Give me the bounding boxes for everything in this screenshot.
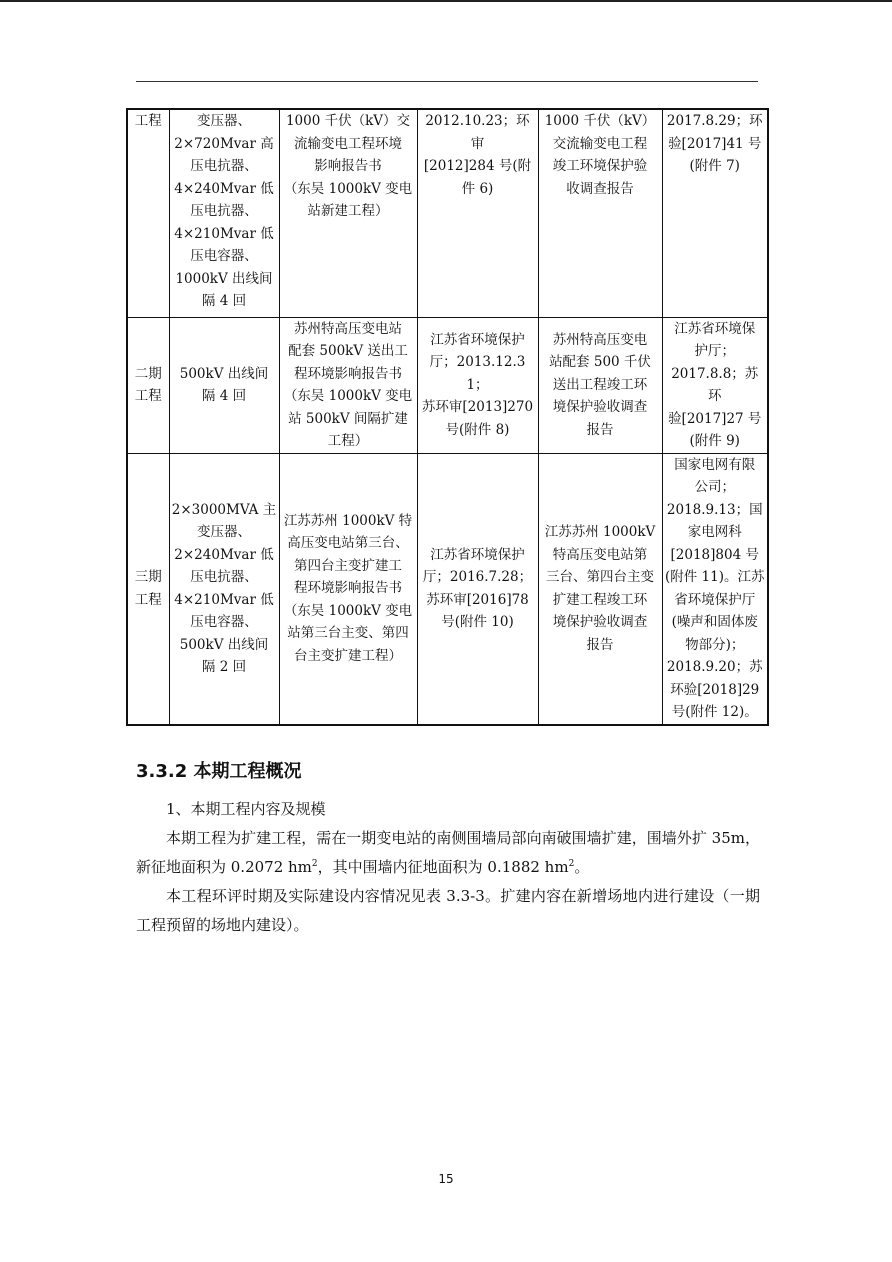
page-top-border — [0, 0, 892, 2]
cell-text-line: 压电容器、 — [190, 248, 258, 264]
cell-text-line: 台主变扩建工程） — [294, 647, 402, 664]
cell-text-line: 收调查报告 — [566, 180, 634, 197]
table-row — [127, 453, 768, 725]
acceptance-report-cell — [538, 317, 662, 453]
cell-text-line: 苏州特高压变电站 — [294, 320, 402, 337]
cell-text-line: 影响报告书 — [314, 158, 382, 174]
eia-approval-cell — [417, 453, 538, 725]
cell-text-line: 站 500kV 间隔扩建 — [288, 410, 408, 427]
cell-text-line: 4×210Mvar 低 — [174, 225, 274, 242]
cell-text-line: 三期 — [134, 569, 162, 585]
cell-text-line: 1000kV 出线间 — [175, 270, 273, 287]
cell-text-line: 厅；2013.12.31； — [429, 354, 526, 393]
acceptance-approval-cell — [662, 453, 768, 725]
cell-text-line: 2017.8.29；环 — [666, 113, 763, 129]
eia-approval-cell — [417, 109, 538, 317]
cell-text-line: （东吴 1000kV 变电 — [283, 602, 413, 619]
cell-text-line: 隔 4 回 — [201, 293, 247, 309]
cell-text-line: 验[2017]27 号 — [668, 410, 762, 427]
cell-text-line: 配套 500kV 送出工 — [288, 343, 408, 359]
cell-text-line: 省环境保护厅 — [674, 591, 756, 608]
cell-text-line: 压电容器、 — [190, 614, 258, 630]
cell-text-line: [2018]804 号 — [670, 546, 759, 563]
cell-text-line: 江苏苏州 1000kV — [544, 524, 656, 540]
cell-text-line: 工程 — [134, 591, 162, 608]
section-body — [136, 795, 760, 940]
table-row — [127, 317, 768, 453]
phase-cell — [127, 109, 169, 317]
cell-text-line: 流输变电工程环境 — [294, 135, 402, 152]
cell-text-line: 特高压变电站第 — [552, 546, 648, 563]
scale-cell — [169, 453, 279, 725]
cell-text-line: （东吴 1000kV 变电 — [283, 180, 413, 197]
paragraph-comparison: 本工程环评时期及实际建设内容情况见表 3.3-3。扩建内容在新增场地内进行建设（一期工程预留的场地内建设）。 — [136, 887, 760, 934]
cell-text-line: 苏环审[2013]270 — [421, 399, 534, 416]
cell-text-line: 报告 — [586, 421, 614, 438]
cell-text-line: 江苏省环境保 — [674, 320, 756, 337]
cell-text-line: 程环境影响报告书 — [294, 580, 402, 597]
cell-text-line: 件 6) — [461, 180, 494, 197]
cell-text-line: (附件 9) — [689, 433, 740, 449]
scale-cell — [169, 109, 279, 317]
item-heading: 1、本期工程内容及规模 — [166, 800, 326, 818]
cell-text-line: 护厅； — [694, 343, 735, 359]
cell-text-line: 二期 — [134, 365, 162, 382]
cell-text-line: 高压变电站第三台、 — [287, 535, 409, 552]
cell-text-line: 压电抗器、 — [190, 203, 258, 219]
cell-text-line: 国家电网有限 — [674, 456, 756, 473]
cell-text-line: 江苏省环境保护 — [430, 331, 525, 348]
cell-text-line: 程环境影响报告书 — [294, 365, 402, 382]
cell-text-line: 境保护验收调查 — [552, 614, 648, 630]
cell-text-line: 第四台主变扩建工 — [294, 557, 402, 574]
acceptance-approval-cell — [662, 317, 768, 453]
cell-text-line: 4×210Mvar 低 — [174, 591, 274, 608]
cell-text-line: 2×720Mvar 高 — [174, 135, 274, 152]
cell-text-line: 隔 4 回 — [201, 388, 247, 404]
cell-text-line: 站第三台主变、第四 — [287, 625, 409, 642]
cell-text-line: 站配套 500 千伏 — [549, 354, 651, 371]
cell-text-line: 2018.9.13；国 — [666, 501, 763, 518]
cell-text-line: 苏州特高压变电 — [552, 331, 648, 348]
cell-text-line: 苏环审[2016]78 — [426, 591, 529, 608]
cell-text-line: 号(附件 8) — [445, 421, 510, 438]
acceptance-report-cell — [538, 109, 662, 317]
cell-text-line: 变压器、 — [197, 113, 251, 129]
table-row — [127, 109, 768, 317]
cell-text-line: 工程 — [134, 113, 162, 129]
project-history-table — [126, 108, 769, 726]
cell-text-line: 2012.10.23；环审 — [425, 113, 530, 152]
cell-text-line: 2017.8.8；苏环 — [671, 365, 759, 404]
cell-text-line: 公司； — [694, 479, 735, 495]
page-number: 15 — [438, 1172, 454, 1186]
cell-text-line: 2×3000MVA 主 — [171, 501, 277, 518]
eia-report-cell — [279, 453, 417, 725]
acceptance-approval-cell — [662, 109, 768, 317]
scale-cell — [169, 317, 279, 453]
cell-text-line: 1000 千伏（kV）交 — [285, 113, 411, 129]
eia-report-cell — [279, 109, 417, 317]
cell-text-line: 境保护验收调查 — [552, 399, 648, 416]
cell-text-line: (附件 11)。江苏 — [664, 569, 765, 585]
cell-text-line: 隔 2 回 — [201, 659, 247, 675]
cell-text-line: (噪声和固体废 — [671, 614, 758, 630]
cell-text-line: 报告 — [586, 636, 614, 653]
cell-text-line: 竣工环境保护验 — [552, 158, 648, 174]
cell-text-line: 500kV 出线间 — [179, 636, 269, 653]
cell-text-line: 站新建工程） — [307, 203, 389, 219]
cell-text-line: 4×240Mvar 低 — [174, 180, 274, 197]
cell-text-line: 压电抗器、 — [190, 569, 258, 585]
cell-text-line: 工程 — [134, 388, 162, 404]
cell-text-line: 环验[2018]29 — [670, 681, 760, 698]
cell-text-line: 2×240Mvar 低 — [174, 546, 274, 563]
cell-text-line: 500kV 出线间 — [179, 365, 269, 382]
header-rule — [136, 81, 758, 82]
cell-text-line: (附件 7) — [689, 158, 740, 174]
section-title: 3.3.2 本期工程概况 — [136, 761, 302, 782]
cell-text-line: 扩建工程竣工环 — [552, 591, 648, 608]
cell-text-line: 号(附件 10) — [441, 614, 514, 630]
cell-text-line: 工程） — [327, 433, 369, 449]
paragraph-scope: 本期工程为扩建工程，需在一期变电站的南侧围墙局部向南破围墙扩建，围墙外扩 35m，新征地面积为 0.2072 $hm^2$，其中围墙内征地面积为 0.1882 $hm^2$。 — [136, 829, 760, 876]
cell-text-line: 江苏苏州 1000kV 特 — [283, 512, 413, 529]
phase-cell — [127, 317, 169, 453]
cell-text-line: 交流输变电工程 — [552, 135, 648, 152]
cell-text-line: 厅；2016.7.28； — [422, 569, 533, 585]
phase-cell — [127, 453, 169, 725]
cell-text-line: 江苏省环境保护 — [430, 546, 525, 563]
cell-text-line: 变压器、 — [197, 524, 251, 540]
eia-approval-cell — [417, 317, 538, 453]
cell-text-line: 家电网科 — [687, 524, 742, 540]
cell-text-line: 号(附件 12)。 — [671, 704, 758, 720]
eia-report-cell — [279, 317, 417, 453]
cell-text-line: 压电抗器、 — [190, 158, 258, 174]
cell-text-line: 1000 千伏（kV） — [544, 113, 656, 129]
cell-text-line: （东吴 1000kV 变电 — [283, 388, 413, 404]
cell-text-line: [2012]284 号(附 — [423, 158, 532, 174]
acceptance-report-cell — [538, 453, 662, 725]
cell-text-line: 验[2017]41 号 — [668, 135, 762, 152]
cell-text-line: 三台、第四台主变 — [546, 569, 654, 585]
cell-text-line: 送出工程竣工环 — [552, 376, 648, 393]
cell-text-line: 物部分)； — [685, 636, 745, 653]
cell-text-line: 2018.9.20；苏 — [666, 659, 763, 675]
